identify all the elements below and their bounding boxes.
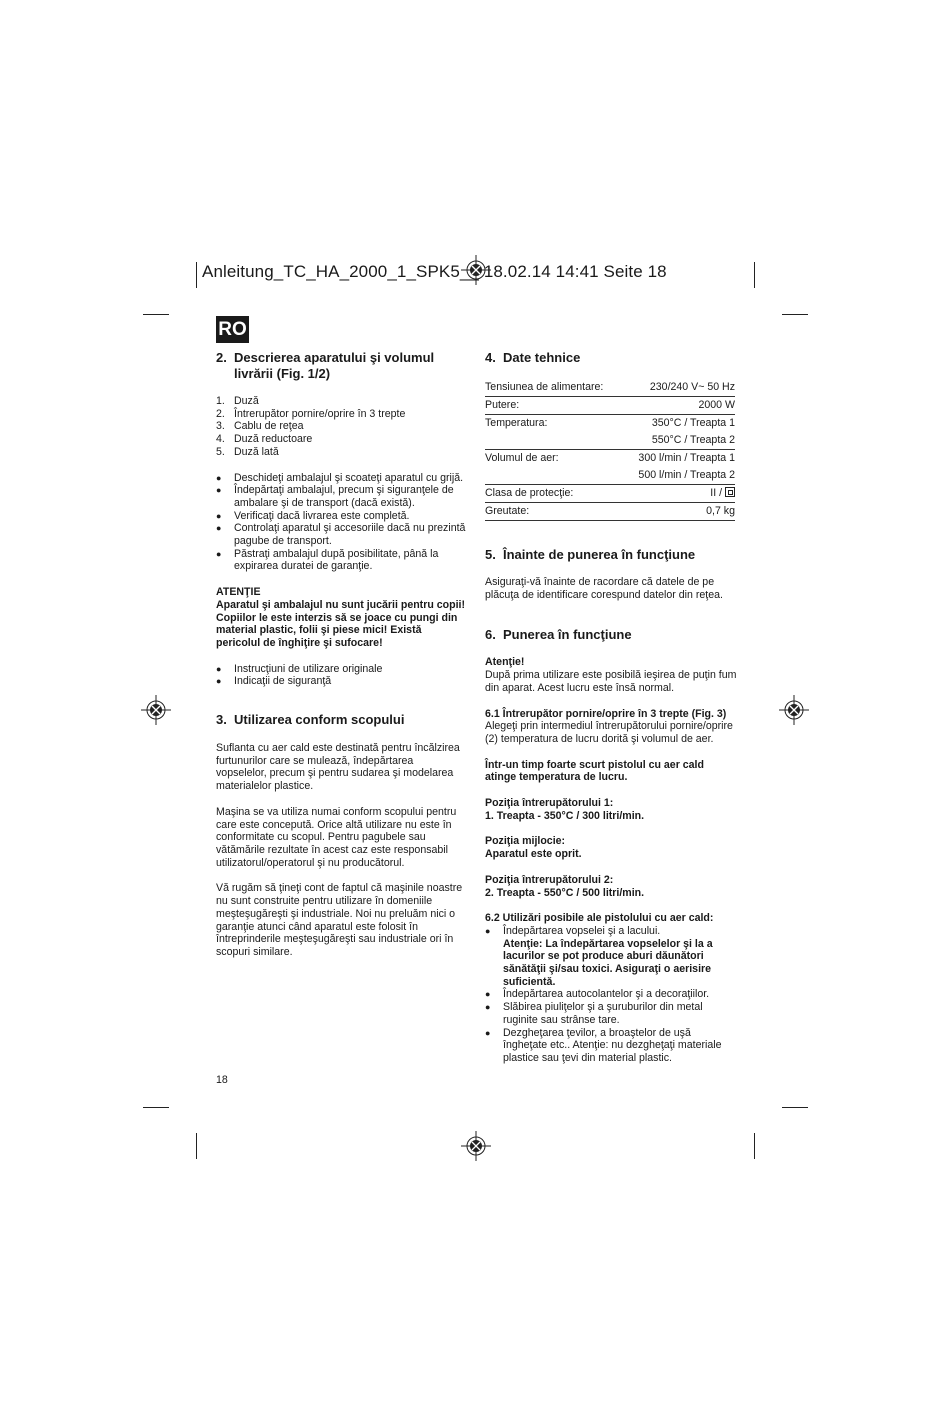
- page-number: 18: [216, 1074, 228, 1086]
- header-date: 18.02.14: [483, 262, 551, 281]
- list-item: ● Controlaţi aparatul şi accesoriile dacă nu prezintă pagube de transport.: [216, 522, 466, 548]
- section-6-heading: [485, 627, 737, 643]
- list-item: 2. Întrerupător pornire/oprire în 3 trepte: [216, 407, 406, 420]
- paint-removal-warning: Atenţie: La îndepărtarea vopselelor şi la a lacurilor se pot produce aburi dăunători sănătăţii şi/sau toxici. Asiguraţi o aerisire suficientă.: [503, 937, 713, 988]
- list-item: 3. Cablu de reţea: [216, 420, 304, 433]
- table-row: Clasa de protecţie: II /: [485, 485, 735, 503]
- section-6-title: Punerea în funcţiune: [503, 627, 632, 643]
- table-row: Volumul de aer: 300 l/min / Treapta 1: [485, 452, 735, 464]
- list-item: ● Îndepărtarea vopselei şi a lacului. Atenţie: La îndepărtarea vopselelor şi la a lacurilor se pot produce aburi dăunători sănătăţii şi/sau toxici. Asiguraţi o aerisire suficientă.: [485, 924, 713, 988]
- switch-middle-value: Aparatul este oprit.: [485, 848, 582, 861]
- table-row: 500 l/min / Treapta 2: [485, 467, 735, 485]
- documents-bullet-list: [216, 663, 466, 688]
- header-filename: Anleitung_TC_HA_2000_1_SPK5__: [202, 262, 479, 281]
- section-2-title: Descrierea aparatului şi volumul livrării (Fig. 1/2): [234, 350, 435, 381]
- bullet-icon: ●: [216, 548, 222, 559]
- table-row: Tensiunea de alimentare: 230/240 V~ 50 Hz: [485, 379, 735, 397]
- section-5-paragraph: Asiguraţi-vă înainte de racordare că datele de pe plăcuţa de identificare corespund datelor din reţea.: [485, 576, 723, 601]
- language-badge: RO: [216, 316, 249, 343]
- attention-text: După prima utilizare este posibilă ieşirea de puţin fum din aparat. Acest lucru este însă normal.: [485, 669, 737, 694]
- switch-position-1-value: 1. Treapta - 350°C / 300 litri/min.: [485, 809, 645, 822]
- print-header: [202, 262, 667, 282]
- bullet-icon: ●: [216, 523, 222, 534]
- list-item: ● Verificaţi dacă livrarea este completă.: [216, 509, 410, 522]
- bullet-icon: ●: [485, 1027, 491, 1038]
- warning-title: ATENŢIE: [216, 586, 261, 599]
- list-item: ● Păstraţi ambalajul după posibilitate, până la expirarea duratei de garanţie.: [216, 547, 439, 573]
- crop-mark-top-left-vertical: [196, 262, 197, 288]
- list-item: 4. Duză reductoare: [216, 433, 313, 446]
- table-row: 550°C / Treapta 2: [485, 432, 735, 450]
- list-item: ● Îndepărtaţi ambalajul, precum şi siguranţele de ambalare şi de transport (dacă există).: [216, 484, 454, 509]
- crop-mark-bottom-right-horizontal: [782, 1107, 808, 1108]
- uses-bullet-list: [485, 925, 737, 1065]
- subsection-6-1-text: Alegeţi prin intermediul întrerupătorului pornire/oprire (2) temperatura de lucru dorită şi volumul de aer.: [485, 720, 733, 745]
- section-6-number: 6.: [485, 627, 496, 643]
- list-item: 5. Duză lată: [216, 445, 279, 458]
- section-5-number: 5.: [485, 547, 496, 562]
- header-page-label: Seite 18: [603, 262, 667, 281]
- list-item: ● Dezgheţarea ţevilor, a broaştelor de uşă îngheţate etc.. Atenţie: nu dezgheţaţi materiale plastice sau ţevi din material plastic.: [485, 1026, 722, 1064]
- table-row: Greutate: 0,7 kg: [485, 503, 735, 521]
- section-5-heading: [485, 547, 737, 563]
- right-column: [485, 350, 737, 1065]
- crop-mark-top-left-horizontal: [143, 314, 169, 315]
- bullet-icon: ●: [216, 663, 222, 674]
- left-column: [216, 350, 466, 959]
- bullet-icon: ●: [216, 510, 222, 521]
- section-3-paragraph-3: Vă rugăm să ţineţi cont de faptul că maşinile noastre nu sunt construite pentru utilizare în domeniile meşteşugăreşti şi industriale. Noi nu preluăm nici o garanţie atunci când aparatul este folosit în întreprinderile meşteşugăreşti sau industriale ori în scopuri similare.: [216, 882, 463, 958]
- section-3-title: Utilizarea conform scopului: [234, 712, 405, 728]
- bullet-icon: ●: [216, 676, 222, 687]
- bullet-icon: ●: [485, 989, 491, 1000]
- crop-mark-bottom-left-horizontal: [143, 1107, 169, 1108]
- crop-mark-bottom-right-vertical: [754, 1133, 755, 1159]
- switch-position-2-title: Poziţia întrerupătorului 2:: [485, 873, 614, 886]
- subsection-6-1-title: 6.1 Întrerupător pornire/oprire în 3 trepte (Fig. 3): [485, 707, 727, 720]
- section-3-paragraph-1: Suflanta cu aer cald este destinată pentru încălzirea furtunurilor care se mulează, îndepărtarea vopselelor, precum şi pentru sudarea şi modelarea materialelor plastice.: [216, 742, 460, 793]
- list-item: ● Instrucţiuni de utilizare originale: [216, 662, 383, 675]
- header-time: 14:41: [555, 262, 599, 281]
- switch-middle-title: Poziţia mijlocie:: [485, 835, 566, 848]
- section-3-number: 3.: [216, 712, 227, 728]
- list-item: 1. Duză: [216, 395, 259, 407]
- bullet-icon: ●: [216, 485, 222, 496]
- list-item: ● Slăbirea piuliţelor şi a şuruburilor din metal ruginite sau strânse tare.: [485, 1001, 703, 1026]
- subsection-6-2-title: 6.2 Utilizări posibile ale pistolului cu aer cald:: [485, 912, 714, 925]
- registration-mark-bottom-icon: [461, 1131, 491, 1161]
- registration-mark-right-icon: [779, 695, 809, 725]
- technical-data-table: [485, 379, 735, 521]
- table-row: Putere: 2000 W: [485, 397, 735, 415]
- crop-mark-bottom-left-vertical: [196, 1133, 197, 1159]
- list-item: ● Îndepărtarea autocolantelor şi a decoraţiilor.: [485, 988, 710, 1001]
- section-5-title: Înainte de punerea în funcţiune: [503, 547, 696, 562]
- list-item: ● Deschideţi ambalajul şi scoateţi aparatul cu grijă.: [216, 471, 464, 484]
- parts-list: [216, 395, 466, 459]
- bullet-icon: ●: [216, 472, 222, 483]
- registration-mark-left-icon: [141, 695, 171, 725]
- crop-mark-top-right-vertical: [754, 262, 755, 288]
- bullet-icon: ●: [485, 925, 491, 936]
- switch-position-1-title: Poziţia întrerupătorului 1:: [485, 797, 614, 810]
- list-item: ● Indicaţii de siguranţă: [216, 675, 332, 688]
- warning-text: Aparatul şi ambalajul nu sunt jucării pentru copii! Copiilor le este interzis să se joace cu pungi din material plastic, folii şi piese mici! Există pericolul de înghiţire şi sufocare!: [216, 598, 465, 649]
- section-2-heading: [216, 350, 466, 382]
- section-4-heading: [485, 350, 737, 366]
- attention-title: Atenţie!: [485, 656, 525, 669]
- section-3-paragraph-2: Maşina se va utiliza numai conform scopului pentru care este concepută. Orice altă utilizare nu este în conformitate cu scopul. Pentru pagubele sau vătămările rezultate în acest caz este responsabil utilizatorul/operatorul şi nu producătorul.: [216, 805, 457, 869]
- section-3-heading: [216, 712, 466, 728]
- unpacking-bullet-list: [216, 472, 466, 574]
- table-row: Temperatura: 350°C / Treapta 1: [485, 417, 735, 429]
- bullet-icon: ●: [485, 1002, 491, 1013]
- section-2-number: 2.: [216, 350, 227, 365]
- crop-mark-top-right-horizontal: [782, 314, 808, 315]
- switch-position-2-value: 2. Treapta - 550°C / 500 litri/min.: [485, 886, 645, 899]
- protection-class-icon: [725, 487, 735, 497]
- section-4-number: 4.: [485, 350, 496, 365]
- subsection-6-1-bold-note: Într-un timp foarte scurt pistolul cu aer cald atinge temperatura de lucru.: [485, 758, 704, 784]
- section-4-title: Date tehnice: [503, 350, 581, 365]
